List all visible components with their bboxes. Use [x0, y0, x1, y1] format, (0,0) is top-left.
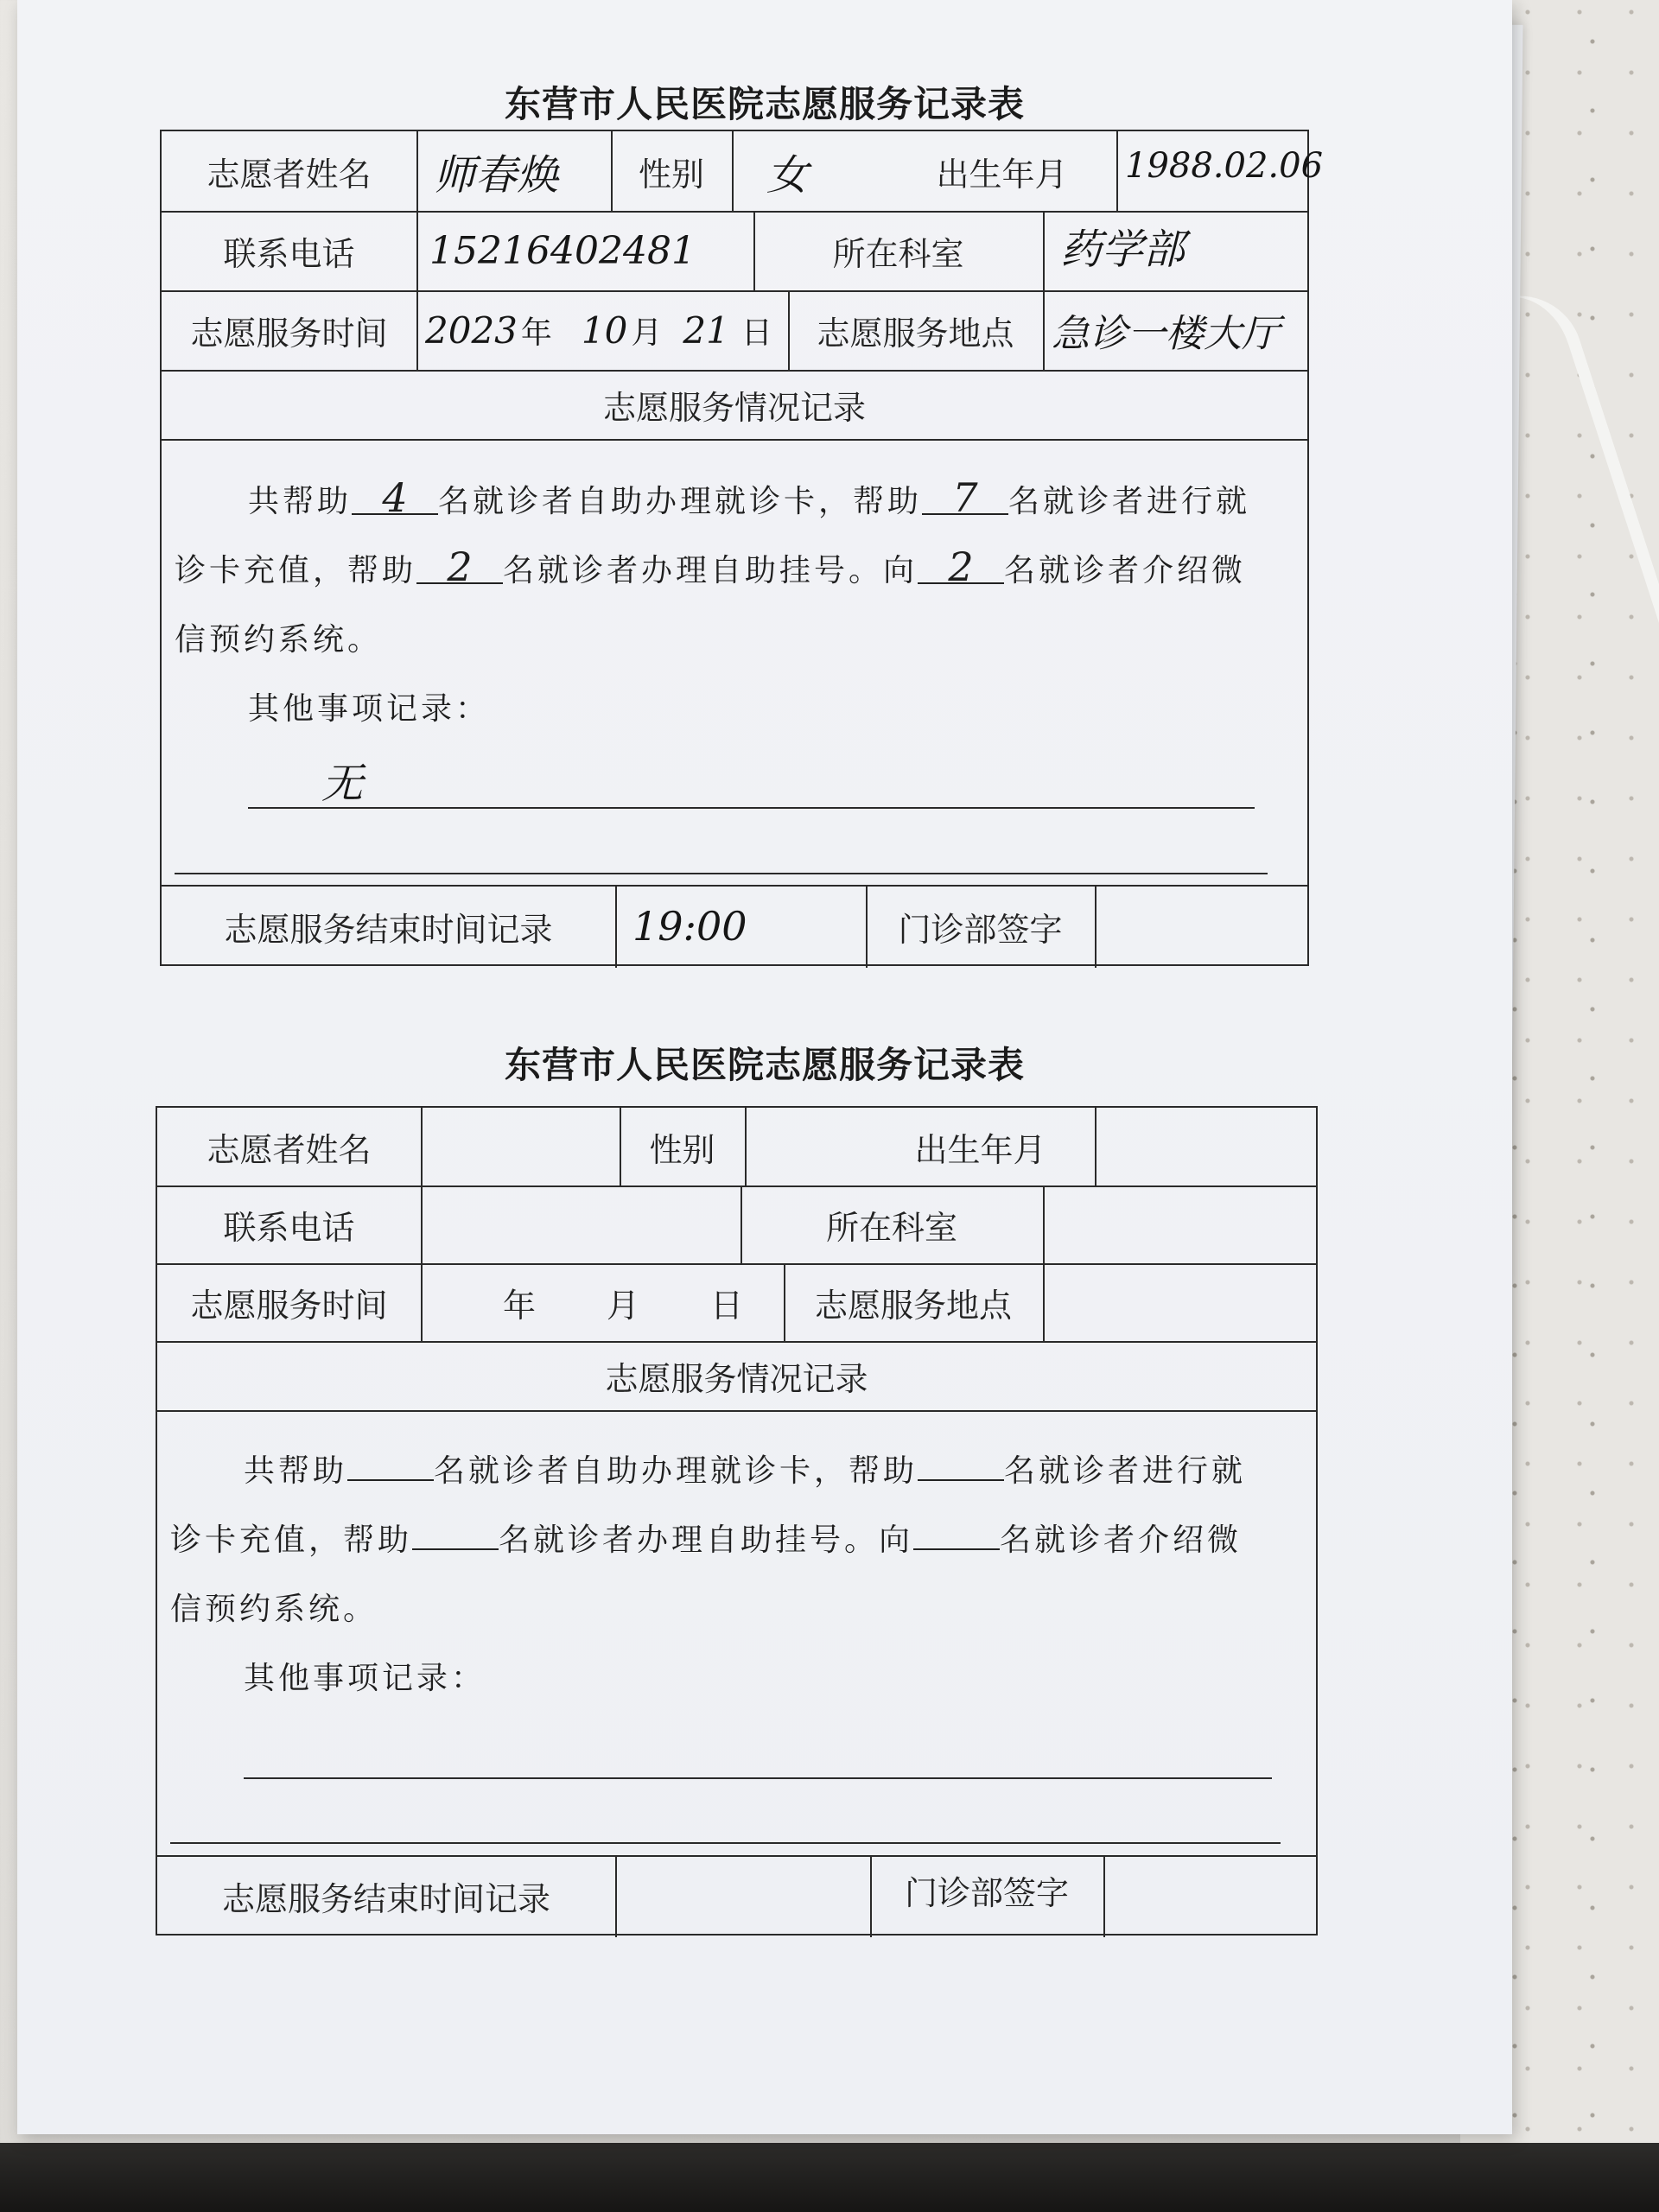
unit-month: 月 [631, 315, 663, 351]
label-service-time: 志愿服务时间 [190, 314, 388, 353]
value-phone[interactable] [434, 1185, 736, 1263]
other-label: 其他事项记录： [244, 1661, 486, 1696]
unit-day: 日 [741, 315, 772, 351]
value-service-place[interactable]: 急诊一楼大厅 [1052, 312, 1280, 356]
value-day[interactable]: 21 [683, 308, 729, 352]
value-end-time[interactable]: 19:00 [632, 903, 747, 950]
label-signature: 门诊部签字 [904, 1873, 1069, 1912]
value-department[interactable]: 药学部 [1060, 225, 1185, 274]
value-name[interactable] [434, 1108, 607, 1185]
label-phone: 联系电话 [223, 1208, 355, 1247]
unit-month: 月 [607, 1286, 640, 1325]
blank-wechat[interactable] [913, 1548, 1000, 1550]
label-department: 所在科室 [825, 1208, 957, 1247]
label-end-time: 志愿服务结束时间记录 [221, 1880, 550, 1918]
record-line-2: 诊卡充值，帮助 2 名就诊者办理自助挂号。向 2 名就诊者介绍微 [175, 543, 1247, 590]
label-gender: 性别 [649, 1130, 715, 1169]
value-service-date [421, 1263, 784, 1341]
label-birth: 出生年月 [936, 155, 1068, 194]
label-name: 志愿者姓名 [207, 1130, 372, 1169]
value-service-date [425, 290, 788, 370]
record-line-3: 信预约系统。 [170, 1592, 378, 1627]
label-service-place: 志愿服务地点 [817, 314, 1014, 353]
blank-register[interactable] [412, 1548, 499, 1550]
record-sheet [17, 0, 1512, 2134]
blank-register[interactable]: 2 [416, 551, 503, 584]
other-underline-1 [244, 1777, 1272, 1779]
label-gender: 性别 [638, 155, 704, 194]
blank-card[interactable] [347, 1479, 434, 1481]
label-name: 志愿者姓名 [207, 155, 372, 194]
record-table [156, 1106, 1318, 1936]
other-underline-2 [175, 873, 1268, 874]
value-birth[interactable]: 1988.02.06 [1125, 146, 1324, 186]
record-line-1: 共帮助 名就诊者自助办理就诊卡，帮助 名就诊者进行就 [244, 1453, 1247, 1489]
blank-card[interactable]: 4 [352, 482, 438, 515]
label-end-time: 志愿服务结束时间记录 [224, 910, 553, 949]
value-birth[interactable] [1103, 1108, 1311, 1185]
value-end-time[interactable] [628, 1855, 861, 1937]
label-department: 所在科室 [832, 234, 964, 273]
label-service-place: 志愿服务地点 [814, 1286, 1012, 1325]
other-underline-1 [248, 807, 1255, 809]
form-title: 东营市人民医院志愿服务记录表 [504, 83, 1025, 125]
record-line-2: 诊卡充值，帮助 名就诊者办理自助挂号。向 名就诊者介绍微 [170, 1522, 1243, 1558]
section-header: 志愿服务情况记录 [602, 388, 866, 427]
blank-wechat[interactable]: 2 [918, 551, 1004, 584]
value-service-place[interactable] [1052, 1263, 1311, 1341]
unit-year: 年 [503, 1286, 537, 1325]
label-birth: 出生年月 [914, 1130, 1046, 1169]
other-label: 其他事项记录： [248, 691, 491, 727]
record-line-3: 信预约系统。 [175, 622, 383, 658]
form-title: 东营市人民医院志愿服务记录表 [504, 1044, 1025, 1086]
section-header: 志愿服务情况记录 [605, 1359, 868, 1398]
dark-floor-strip [0, 2143, 1659, 2212]
record-form-2 [17, 968, 1512, 1944]
unit-year: 年 [520, 315, 552, 351]
other-underline-2 [170, 1842, 1281, 1844]
record-form-1 [17, 0, 1512, 976]
record-table [160, 130, 1324, 966]
value-gender[interactable]: 女 [766, 150, 809, 200]
label-phone: 联系电话 [223, 234, 355, 273]
value-signature[interactable] [1103, 885, 1306, 968]
blank-recharge[interactable] [918, 1479, 1004, 1481]
record-line-1: 共帮助 4 名就诊者自助办理就诊卡，帮助 7 名就诊者进行就 [248, 474, 1251, 521]
value-other[interactable]: 无 [321, 759, 364, 808]
value-signature[interactable] [1112, 1855, 1311, 1937]
unit-day: 日 [710, 1286, 744, 1325]
blank-recharge[interactable]: 7 [922, 482, 1008, 515]
value-year[interactable]: 2023 [425, 308, 518, 352]
value-phone[interactable]: 15216402481 [429, 228, 696, 273]
value-month[interactable]: 10 [581, 308, 628, 352]
value-department[interactable] [1052, 1185, 1311, 1263]
value-name[interactable]: 师春焕 [434, 150, 559, 200]
label-service-time: 志愿服务时间 [190, 1286, 388, 1325]
label-signature: 门诊部签字 [898, 910, 1063, 949]
value-gender[interactable] [753, 1108, 866, 1185]
